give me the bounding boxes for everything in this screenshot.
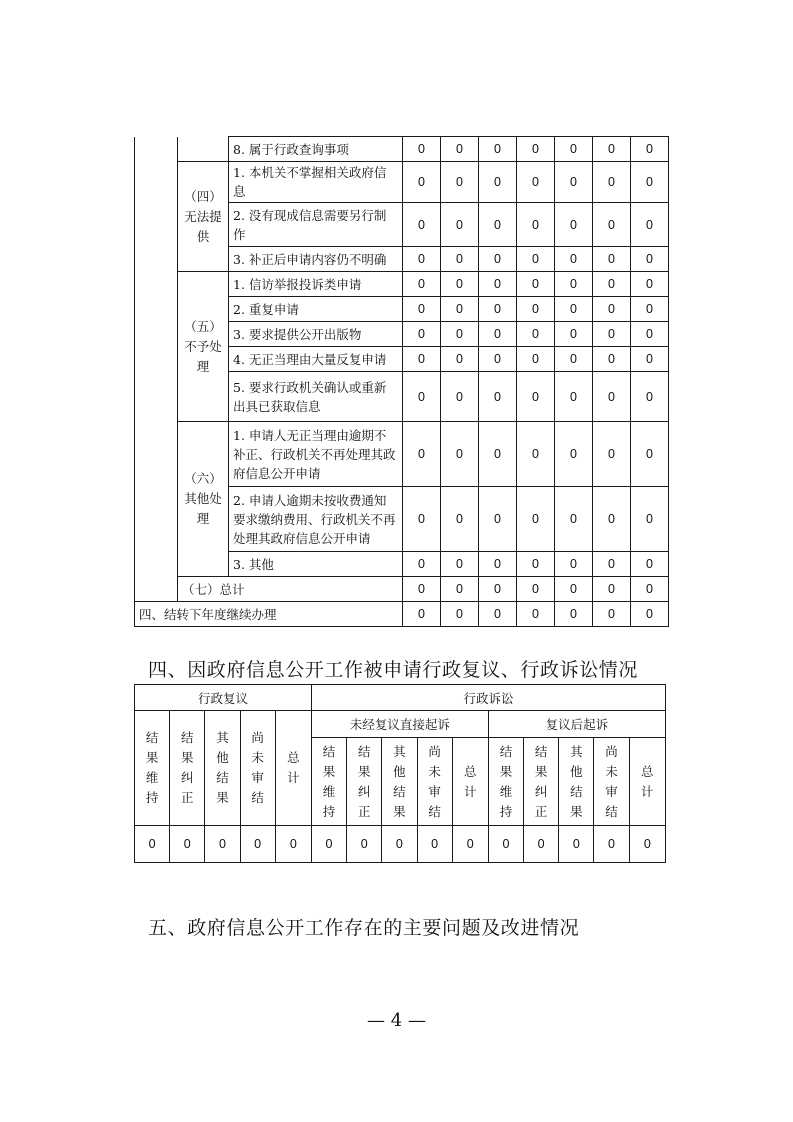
value-cell: 0 xyxy=(631,247,669,272)
value-cell: 0 xyxy=(441,203,479,247)
value-cell: 0 xyxy=(517,372,555,422)
value-cell: 0 xyxy=(479,347,517,372)
column-header-text: 总计 xyxy=(287,750,300,785)
row-label-cell: 2. 申请人逾期未按收费通知要求缴纳费用、行政机关不再处理其政府信息公开申请 xyxy=(229,487,403,552)
row-label-cell: 3. 要求提供公开出版物 xyxy=(229,322,403,347)
blank-cell xyxy=(178,137,229,162)
column-header-text: 其他结果 xyxy=(216,730,229,805)
value-cell: 0 xyxy=(517,577,555,602)
blank-cell xyxy=(135,203,178,247)
value-cell: 0 xyxy=(517,203,555,247)
value-cell: 0 xyxy=(593,272,631,297)
value-cell: 0 xyxy=(555,422,593,487)
value-cell: 0 xyxy=(593,137,631,162)
row-label-cell: 四、结转下年度继续办理 xyxy=(135,602,403,627)
value-cell: 0 xyxy=(441,322,479,347)
blank-cell xyxy=(135,552,178,577)
column-header-text: 总计 xyxy=(464,763,477,799)
table-row xyxy=(135,162,669,203)
row-label-cell: 1. 本机关不掌握相关政府信息 xyxy=(229,162,403,203)
section-4-title: 四、因政府信息公开工作被申请行政复议、行政诉讼情况 xyxy=(148,659,639,681)
value-cell: 0 xyxy=(517,137,555,162)
blank-cell xyxy=(135,372,178,422)
value-cell: 0 xyxy=(347,826,382,863)
review-litigation-table xyxy=(134,684,666,863)
value-cell: 0 xyxy=(488,826,523,863)
value-cell: 0 xyxy=(441,247,479,272)
value-cell: 0 xyxy=(631,203,669,247)
value-cell: 0 xyxy=(631,347,669,372)
group-label-cell: （五）不予处理 xyxy=(178,272,229,422)
column-header xyxy=(311,738,346,826)
value-cell: 0 xyxy=(240,826,275,863)
value-cell: 0 xyxy=(555,577,593,602)
direct-lawsuit-header: 未经复议直接起诉 xyxy=(311,711,488,738)
value-cell: 0 xyxy=(517,272,555,297)
column-header xyxy=(524,738,559,826)
table-row xyxy=(135,577,669,602)
table-row xyxy=(135,272,669,297)
value-cell: 0 xyxy=(441,372,479,422)
blank-cell xyxy=(135,162,178,203)
blank-cell xyxy=(135,247,178,272)
value-cell: 0 xyxy=(275,826,311,863)
value-cell: 0 xyxy=(631,602,669,627)
blank-cell xyxy=(135,487,178,552)
value-cell: 0 xyxy=(441,347,479,372)
value-cell: 0 xyxy=(593,322,631,347)
column-header xyxy=(382,738,417,826)
blank-cell xyxy=(135,422,178,487)
value-cell: 0 xyxy=(559,826,594,863)
row-label-cell: 3. 补正后申请内容仍不明确 xyxy=(229,247,403,272)
value-cell: 0 xyxy=(479,552,517,577)
value-cell: 0 xyxy=(479,577,517,602)
value-cell: 0 xyxy=(170,826,205,863)
column-header-text: 其他结果 xyxy=(393,743,406,819)
value-cell: 0 xyxy=(479,372,517,422)
value-cell: 0 xyxy=(593,162,631,203)
application-handling-table xyxy=(134,136,669,627)
value-cell: 0 xyxy=(517,422,555,487)
row-label-cell: 3. 其他 xyxy=(229,552,403,577)
row-label-cell: 8. 属于行政查询事项 xyxy=(229,137,403,162)
value-cell: 0 xyxy=(555,297,593,322)
blank-cell xyxy=(135,347,178,372)
value-cell: 0 xyxy=(479,247,517,272)
value-cell: 0 xyxy=(555,162,593,203)
value-cell: 0 xyxy=(517,347,555,372)
value-cell: 0 xyxy=(631,552,669,577)
column-header xyxy=(275,711,311,826)
value-cell: 0 xyxy=(555,347,593,372)
column-header-text: 尚未审结 xyxy=(251,730,264,805)
value-cell: 0 xyxy=(403,322,441,347)
value-cell: 0 xyxy=(593,422,631,487)
column-header xyxy=(488,738,523,826)
section-5-title: 五、政府信息公开工作存在的主要问题及改进情况 xyxy=(148,917,580,939)
column-header-text: 尚未审结 xyxy=(605,743,618,819)
value-cell: 0 xyxy=(403,577,441,602)
value-cell: 0 xyxy=(441,602,479,627)
column-header-text: 结果纠正 xyxy=(181,730,194,805)
value-cell: 0 xyxy=(479,322,517,347)
value-cell: 0 xyxy=(555,322,593,347)
value-cell: 0 xyxy=(441,487,479,552)
value-cell: 0 xyxy=(631,322,669,347)
header-row xyxy=(135,685,666,711)
table-row xyxy=(135,137,669,162)
row-label-cell: 2. 没有现成信息需要另行制作 xyxy=(229,203,403,247)
value-cell: 0 xyxy=(593,203,631,247)
value-cell: 0 xyxy=(441,552,479,577)
value-cell: 0 xyxy=(403,422,441,487)
value-cell: 0 xyxy=(631,372,669,422)
row-label-cell: 2. 重复申请 xyxy=(229,297,403,322)
column-header xyxy=(594,738,629,826)
value-cell: 0 xyxy=(593,552,631,577)
value-cell: 0 xyxy=(593,602,631,627)
value-cell: 0 xyxy=(479,422,517,487)
value-cell: 0 xyxy=(403,297,441,322)
row-label-cell: 4. 无正当理由大量反复申请 xyxy=(229,347,403,372)
value-cell: 0 xyxy=(403,602,441,627)
value-cell: 0 xyxy=(403,162,441,203)
value-cell: 0 xyxy=(631,487,669,552)
value-cell: 0 xyxy=(593,297,631,322)
value-cell: 0 xyxy=(382,826,417,863)
review-header: 行政复议 xyxy=(135,685,312,711)
value-cell: 0 xyxy=(555,137,593,162)
column-header-text: 结果维持 xyxy=(322,743,336,819)
value-cell: 0 xyxy=(517,602,555,627)
column-header-text: 结果维持 xyxy=(499,743,513,819)
value-cell: 0 xyxy=(403,347,441,372)
value-cell: 0 xyxy=(452,826,488,863)
value-cell: 0 xyxy=(555,247,593,272)
value-cell: 0 xyxy=(631,272,669,297)
group-label-cell: （四）无法提供 xyxy=(178,162,229,272)
value-cell: 0 xyxy=(593,347,631,372)
value-cell: 0 xyxy=(417,826,452,863)
column-header xyxy=(629,738,665,826)
value-cell: 0 xyxy=(441,137,479,162)
header-row xyxy=(135,711,666,738)
column-header xyxy=(417,738,452,826)
row-label-cell: 5. 要求行政机关确认或重新出具已获取信息 xyxy=(229,372,403,422)
table-row xyxy=(135,422,669,487)
value-cell: 0 xyxy=(555,487,593,552)
after-review-header: 复议后起诉 xyxy=(488,711,665,738)
value-cell: 0 xyxy=(479,162,517,203)
column-header xyxy=(135,711,170,826)
value-cell: 0 xyxy=(555,272,593,297)
column-header-text: 结果纠正 xyxy=(534,743,548,819)
row-label-cell: 1. 申请人无正当理由逾期不补正、行政机关不再处理其政府信息公开申请 xyxy=(229,422,403,487)
value-cell: 0 xyxy=(403,247,441,272)
value-cell: 0 xyxy=(479,602,517,627)
value-cell: 0 xyxy=(524,826,559,863)
row-label-cell: （七）总计 xyxy=(178,577,403,602)
value-cell: 0 xyxy=(479,137,517,162)
value-cell: 0 xyxy=(441,422,479,487)
group-label-cell: （六）其他处理 xyxy=(178,422,229,577)
value-cell: 0 xyxy=(593,247,631,272)
value-cell: 0 xyxy=(135,826,170,863)
value-cell: 0 xyxy=(441,272,479,297)
column-header-text: 结果维持 xyxy=(145,730,159,805)
value-cell: 0 xyxy=(517,247,555,272)
value-cell: 0 xyxy=(517,322,555,347)
value-cell: 0 xyxy=(631,297,669,322)
value-cell: 0 xyxy=(441,297,479,322)
value-cell: 0 xyxy=(479,297,517,322)
column-header-text: 其他结果 xyxy=(570,743,583,819)
value-cell: 0 xyxy=(479,203,517,247)
column-header-text: 总计 xyxy=(641,763,654,799)
table-row xyxy=(135,826,666,863)
blank-cell xyxy=(135,137,178,162)
value-cell: 0 xyxy=(479,487,517,552)
value-cell: 0 xyxy=(441,577,479,602)
blank-cell xyxy=(135,297,178,322)
blank-cell xyxy=(135,272,178,297)
value-cell: 0 xyxy=(631,137,669,162)
value-cell: 0 xyxy=(403,552,441,577)
row-label-cell: 1. 信访举报投诉类申请 xyxy=(229,272,403,297)
value-cell: 0 xyxy=(517,487,555,552)
value-cell: 0 xyxy=(403,137,441,162)
column-header-text: 尚未审结 xyxy=(428,743,441,819)
value-cell: 0 xyxy=(403,487,441,552)
blank-cell xyxy=(135,577,178,602)
value-cell: 0 xyxy=(555,602,593,627)
value-cell: 0 xyxy=(593,372,631,422)
value-cell: 0 xyxy=(517,297,555,322)
column-header xyxy=(205,711,240,826)
column-header xyxy=(347,738,382,826)
value-cell: 0 xyxy=(403,272,441,297)
value-cell: 0 xyxy=(205,826,240,863)
table-row xyxy=(135,602,669,627)
value-cell: 0 xyxy=(403,203,441,247)
value-cell: 0 xyxy=(555,203,593,247)
value-cell: 0 xyxy=(403,372,441,422)
column-header xyxy=(559,738,594,826)
page-number: — 4 — xyxy=(367,1010,426,1031)
value-cell: 0 xyxy=(594,826,629,863)
column-header xyxy=(452,738,488,826)
column-header xyxy=(170,711,205,826)
lawsuit-header: 行政诉讼 xyxy=(311,685,665,711)
value-cell: 0 xyxy=(631,162,669,203)
value-cell: 0 xyxy=(555,552,593,577)
value-cell: 0 xyxy=(311,826,346,863)
value-cell: 0 xyxy=(555,372,593,422)
column-header xyxy=(240,711,275,826)
value-cell: 0 xyxy=(631,577,669,602)
value-cell: 0 xyxy=(517,552,555,577)
column-header-text: 结果纠正 xyxy=(357,743,371,819)
blank-cell xyxy=(135,322,178,347)
value-cell: 0 xyxy=(593,577,631,602)
value-cell: 0 xyxy=(517,162,555,203)
value-cell: 0 xyxy=(441,162,479,203)
value-cell: 0 xyxy=(593,487,631,552)
value-cell: 0 xyxy=(629,826,665,863)
value-cell: 0 xyxy=(479,272,517,297)
value-cell: 0 xyxy=(631,422,669,487)
